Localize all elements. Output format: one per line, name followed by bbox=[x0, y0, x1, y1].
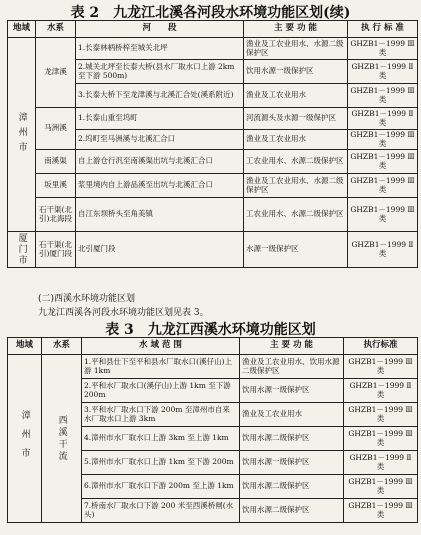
function-cell: 渔业及工农业用水、饮用水源二级保护区 bbox=[240, 355, 344, 379]
segment-cell: 3.长泰大桥下至龙津溪与北溪汇合处(溪系附近) bbox=[76, 84, 244, 108]
function-cell: 饮用水源二级保护区 bbox=[240, 427, 344, 451]
table2-header-row bbox=[8, 21, 418, 38]
standard-cell: GHZB1－1999 Ⅱ类 bbox=[348, 232, 418, 268]
segment-cell: 2.坞町至马洲溪与北溪汇合口 bbox=[76, 130, 244, 150]
function-cell: 饮用水源一级保护区 bbox=[240, 451, 344, 475]
standard-cell: GHZB1－1999 Ⅱ类 bbox=[344, 451, 418, 475]
system-cell: 石干渠(北引)厦门段 bbox=[36, 232, 76, 268]
standard-cell: GHZB1－1999 Ⅲ类 bbox=[344, 427, 418, 451]
header-standard: 执行标准 bbox=[344, 338, 418, 355]
system-cell: 南溪渠 bbox=[36, 150, 76, 174]
function-cell: 饮用水源一级保护区 bbox=[244, 60, 348, 84]
standard-cell: GHZB1－1999 Ⅱ类 bbox=[348, 60, 418, 84]
function-cell: 水源一级保护区 bbox=[244, 232, 348, 268]
standard-cell: GHZB1－1999 Ⅲ类 bbox=[348, 38, 418, 60]
table2-title: 表 2 九龙江北溪各河段水环境功能区划(续) bbox=[70, 5, 351, 21]
function-cell: 渔业及工农业用水 bbox=[244, 84, 348, 108]
standard-cell: GHZB1－1999 Ⅲ类 bbox=[348, 84, 418, 108]
header-function: 主 要 功 能 bbox=[240, 338, 344, 355]
table2 bbox=[7, 20, 418, 268]
segment-cell: 自江东坝桥头至角美镇 bbox=[76, 198, 244, 232]
system-cell: 坂里溪 bbox=[36, 174, 76, 198]
header-region: 地域 bbox=[8, 21, 36, 38]
function-cell: 渔业及工农业用水、水源二级保护区 bbox=[244, 174, 348, 198]
function-cell: 饮用水源二级保护区 bbox=[240, 499, 344, 523]
header-region: 地域 bbox=[8, 338, 42, 355]
range-cell: 4.漳州市水厂取水口上游 3km 至上游 1km bbox=[82, 427, 240, 451]
function-cell: 工农业用水、水源二级保护区 bbox=[244, 150, 348, 174]
standard-cell: GHZB1－1999 Ⅲ类 bbox=[344, 475, 418, 499]
table-row bbox=[8, 174, 418, 198]
region-cell: 厦门市 bbox=[8, 232, 36, 268]
system-cell: 西溪干流 bbox=[42, 355, 82, 523]
segment-cell: 北引厦门段 bbox=[76, 232, 244, 268]
segment-cell: 2.城关北坪至长泰大桥(县水厂取水口上游 2km 至下游 500m) bbox=[76, 60, 244, 84]
segment-cell: 1.长泰林柄桥梓至城关北坪 bbox=[76, 38, 244, 60]
section-heading: (二)西溪水环境功能区划 bbox=[38, 294, 136, 304]
table-row bbox=[8, 150, 418, 174]
standard-cell: GHZB1－1999 Ⅲ类 bbox=[344, 403, 418, 427]
table-row bbox=[8, 38, 418, 60]
range-cell: 1.平和县仕下至平和县水厂取水口(溪仔山)上游 1km bbox=[82, 355, 240, 379]
system-cell: 石干渠(北引)北海段 bbox=[36, 198, 76, 232]
segment-cell: 1.长泰山重至坞町 bbox=[76, 108, 244, 130]
header-function: 主 要 功 能 bbox=[244, 21, 348, 38]
function-cell: 渔业及工农业用水 bbox=[240, 403, 344, 427]
table-row bbox=[8, 355, 418, 379]
paragraph-text: 九龙江西溪各河段水环境功能区划见表 3。 bbox=[38, 308, 209, 318]
table-row bbox=[8, 232, 418, 268]
header-standard: 执 行 标 准 bbox=[348, 21, 418, 38]
range-cell: 6.漳州市水厂取水口下游 200m 至上游 1km bbox=[82, 475, 240, 499]
standard-cell: GHZB1－1999 Ⅱ类 bbox=[348, 108, 418, 130]
standard-cell: GHZB1－1999 Ⅲ类 bbox=[348, 174, 418, 198]
standard-cell: GHZB1－1999 Ⅲ类 bbox=[344, 355, 418, 379]
header-system: 水系 bbox=[36, 21, 76, 38]
system-cell: 马洲溪 bbox=[36, 108, 76, 150]
function-cell: 渔业及工农业用水 bbox=[244, 130, 348, 150]
function-cell: 饮用水源一级保护区 bbox=[240, 379, 344, 403]
standard-cell: GHZB1－1999 Ⅲ类 bbox=[348, 198, 418, 232]
standard-cell: GHZB1－1999 Ⅲ类 bbox=[348, 150, 418, 174]
region-cell: 漳州市 bbox=[8, 355, 42, 523]
table3 bbox=[7, 337, 418, 523]
range-cell: 2.平和水厂取水口(溪仔山)上游 1km 至下游 200m bbox=[82, 379, 240, 403]
range-cell: 5.漳州市水厂取水口上游 1km 至下游 200m bbox=[82, 451, 240, 475]
standard-cell: GHZB1－1999 Ⅲ类 bbox=[344, 499, 418, 523]
header-segment: 河 段 bbox=[76, 21, 244, 38]
header-range: 水 域 范 围 bbox=[82, 338, 240, 355]
table-row bbox=[8, 198, 418, 232]
function-cell: 河流源头及水源一级保护区 bbox=[244, 108, 348, 130]
function-cell: 工农业用水、水源二级保护区 bbox=[244, 198, 348, 232]
system-cell: 龙津溪 bbox=[36, 38, 76, 108]
segment-cell: 浆里境内自上游品溪至出坑与北溪汇合口 bbox=[76, 174, 244, 198]
range-cell: 7.桥南水厂取水口下游 200 米至西溪桥闸(水头) bbox=[82, 499, 240, 523]
standard-cell: GHZB1－1999 Ⅲ类 bbox=[348, 130, 418, 150]
header-system: 水系 bbox=[42, 338, 82, 355]
table3-title: 表 3 九龙江西溪水环境功能区划 bbox=[105, 322, 316, 338]
segment-cell: 自上游仓行汎至南溪渠出坑与北溪汇合口 bbox=[76, 150, 244, 174]
range-cell: 3.平和水厂取水口下游 200m 至漳州市自来水厂取水口上游 3km bbox=[82, 403, 240, 427]
function-cell: 饮用水源二级保护区 bbox=[240, 475, 344, 499]
function-cell: 渔业及工农业用水、水源二级保护区 bbox=[244, 38, 348, 60]
table3-header-row bbox=[8, 338, 418, 355]
table-row bbox=[8, 108, 418, 130]
standard-cell: GHZB1－1999 Ⅱ类 bbox=[344, 379, 418, 403]
region-cell: 漳州市 bbox=[8, 38, 36, 232]
